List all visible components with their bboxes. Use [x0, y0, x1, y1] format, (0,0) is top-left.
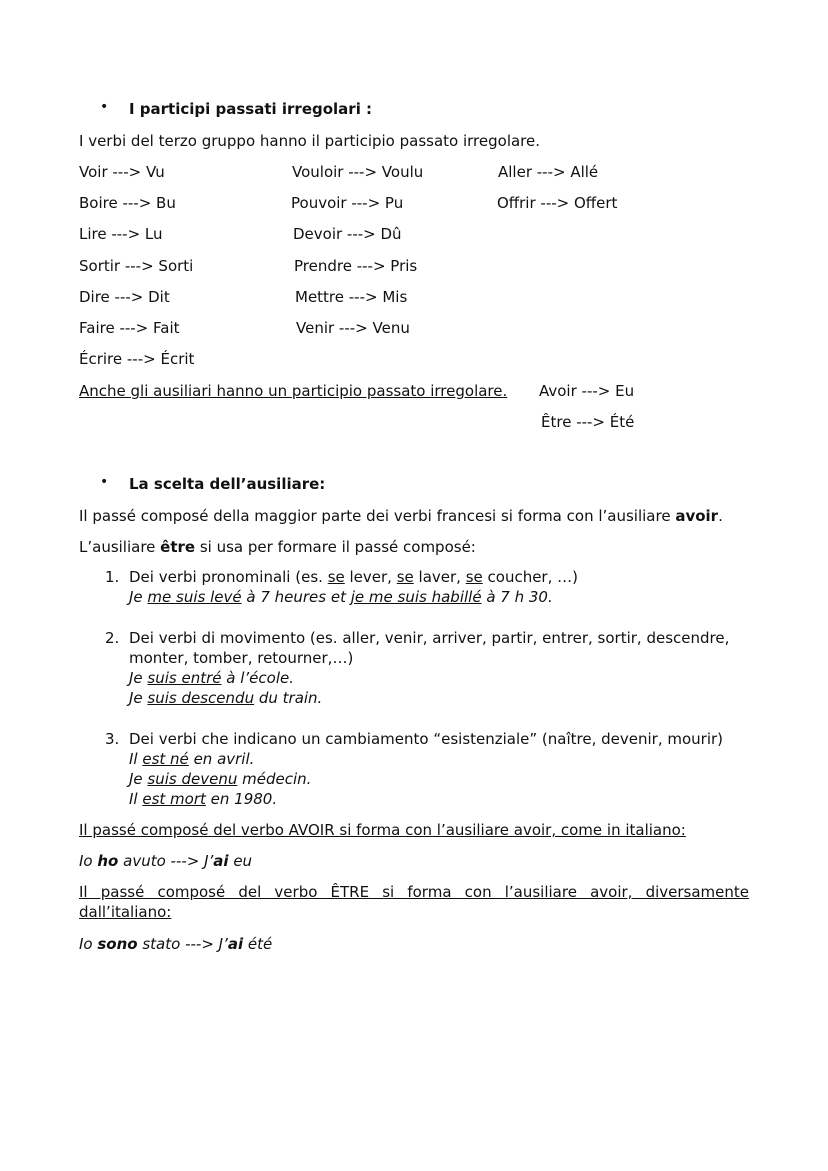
item3-ex2-u: suis devenu: [147, 770, 238, 788]
avoir-ex-e: eu: [228, 852, 253, 870]
item1-number: 1.: [105, 568, 120, 586]
verb-offrir: Offrir ---> Offert: [497, 194, 618, 212]
section1-intro: I verbi del terzo gruppo hanno il participio passato irregolare.: [79, 132, 541, 150]
verb-aller: Aller ---> Allé: [498, 163, 599, 181]
item3-ex2-b: médecin.: [237, 770, 312, 788]
item1-text: [129, 567, 578, 587]
verb-boire: Boire ---> Bu: [79, 194, 176, 212]
p2-end: si usa per formare il passé composé:: [195, 538, 476, 556]
item1-ex-b: à 7 heures et: [241, 588, 351, 606]
verb-lire: Lire ---> Lu: [79, 225, 163, 243]
item2-ex2-u: suis descendu: [147, 689, 255, 707]
aux-note: Anche gli ausiliari hanno un participio passato irregolare.: [79, 382, 508, 400]
item2-example-1: [129, 668, 294, 688]
item3-ex3-a: Il: [129, 790, 143, 808]
p1-end: .: [718, 507, 723, 525]
item3-line1: Dei verbi che indicano un cambiamento “esistenziale” (naître, devenir, mourir): [129, 730, 724, 748]
avoir-ex-a: Io: [79, 852, 98, 870]
verb-mettre: Mettre ---> Mis: [295, 288, 408, 306]
etre-ex-d: ai: [227, 935, 244, 953]
item1-se3: se: [465, 568, 483, 586]
item2-line1: Dei verbi di movimento (es. aller, venir, arriver, partir, entrer, sortir, descendre,: [129, 629, 730, 647]
verb-faire: Faire ---> Fait: [79, 319, 180, 337]
etre-ex-c: stato ---> J’: [137, 935, 228, 953]
avoir-note: Il passé composé del verbo AVOIR si forma con l’ausiliare avoir, come in italiano:: [79, 821, 686, 839]
p1-bold: avoir: [675, 507, 719, 525]
item2-ex1-a: Je: [129, 669, 148, 687]
item1-se1: se: [327, 568, 345, 586]
item1-example: [129, 587, 553, 607]
item3-ex3-u: est mort: [142, 790, 206, 808]
item2-ex1-b: à l’école.: [221, 669, 294, 687]
etre-example: [79, 934, 272, 954]
etre-ex-b: sono: [97, 935, 138, 953]
item3-ex1-a: Il: [129, 750, 143, 768]
avoir-example: [79, 851, 252, 871]
item2-ex1-u: suis entré: [147, 669, 222, 687]
item3-example-2: [129, 769, 311, 789]
item3-ex3-b: en 1980.: [205, 790, 278, 808]
p2-start: L’ausiliare: [79, 538, 161, 556]
section2-p2: [79, 537, 476, 557]
item2-line2: monter, tomber, retourner,…): [129, 649, 354, 667]
avoir-ex-d: ai: [213, 852, 229, 870]
item3-example-1: [129, 749, 254, 769]
item3-ex2-a: Je: [129, 770, 148, 788]
bullet-1: •: [100, 99, 109, 115]
item2-number: 2.: [105, 629, 120, 647]
etre-ex-a: Io: [79, 935, 98, 953]
aux-etre: Être ---> Été: [541, 413, 635, 431]
item3-example-3: [129, 789, 277, 809]
avoir-ex-b: ho: [97, 852, 119, 870]
item3-ex1-u: est né: [142, 750, 189, 768]
item2-ex2-a: Je: [129, 689, 148, 707]
item1-c: laver,: [413, 568, 466, 586]
section1-heading: I participi passati irregolari :: [129, 100, 373, 118]
verb-sortir: Sortir ---> Sorti: [79, 257, 194, 275]
section2-heading: La scelta dell’ausiliare:: [129, 475, 326, 493]
item1-d: coucher, …): [482, 568, 578, 586]
item2-ex2-b: du train.: [254, 689, 323, 707]
item2-example-2: [129, 688, 322, 708]
section2-p1: [79, 506, 723, 526]
aux-avoir: Avoir ---> Eu: [539, 382, 635, 400]
item1-a: Dei verbi pronominali (es.: [129, 568, 328, 586]
avoir-ex-c: avuto ---> J’: [118, 852, 214, 870]
item1-ex-u1: me suis levé: [147, 588, 242, 606]
item3-number: 3.: [105, 730, 120, 748]
item1-ex-a: Je: [129, 588, 148, 606]
etre-note: Il passé composé del verbo ÊTRE si forma con l’ausiliare avoir, diversamente dall’italiano:: [79, 883, 749, 921]
etre-ex-e: été: [243, 935, 273, 953]
verb-ecrire: Écrire ---> Écrit: [79, 350, 195, 368]
item1-ex-c: à 7 h 30.: [481, 588, 553, 606]
p1-text: Il passé composé della maggior parte dei verbi francesi si forma con l’ausiliare: [79, 507, 676, 525]
verb-voir: Voir ---> Vu: [79, 163, 165, 181]
verb-dire: Dire ---> Dit: [79, 288, 170, 306]
item3-ex1-b: en avril.: [188, 750, 255, 768]
p2-bold: être: [160, 538, 196, 556]
item1-ex-u2: je me suis habillé: [350, 588, 482, 606]
verb-devoir: Devoir ---> Dû: [293, 225, 402, 243]
bullet-2: •: [100, 474, 109, 490]
verb-pouvoir: Pouvoir ---> Pu: [291, 194, 404, 212]
verb-venir: Venir ---> Venu: [296, 319, 410, 337]
item1-b: lever,: [344, 568, 397, 586]
item1-se2: se: [396, 568, 414, 586]
verb-vouloir: Vouloir ---> Voulu: [292, 163, 424, 181]
verb-prendre: Prendre ---> Pris: [294, 257, 418, 275]
